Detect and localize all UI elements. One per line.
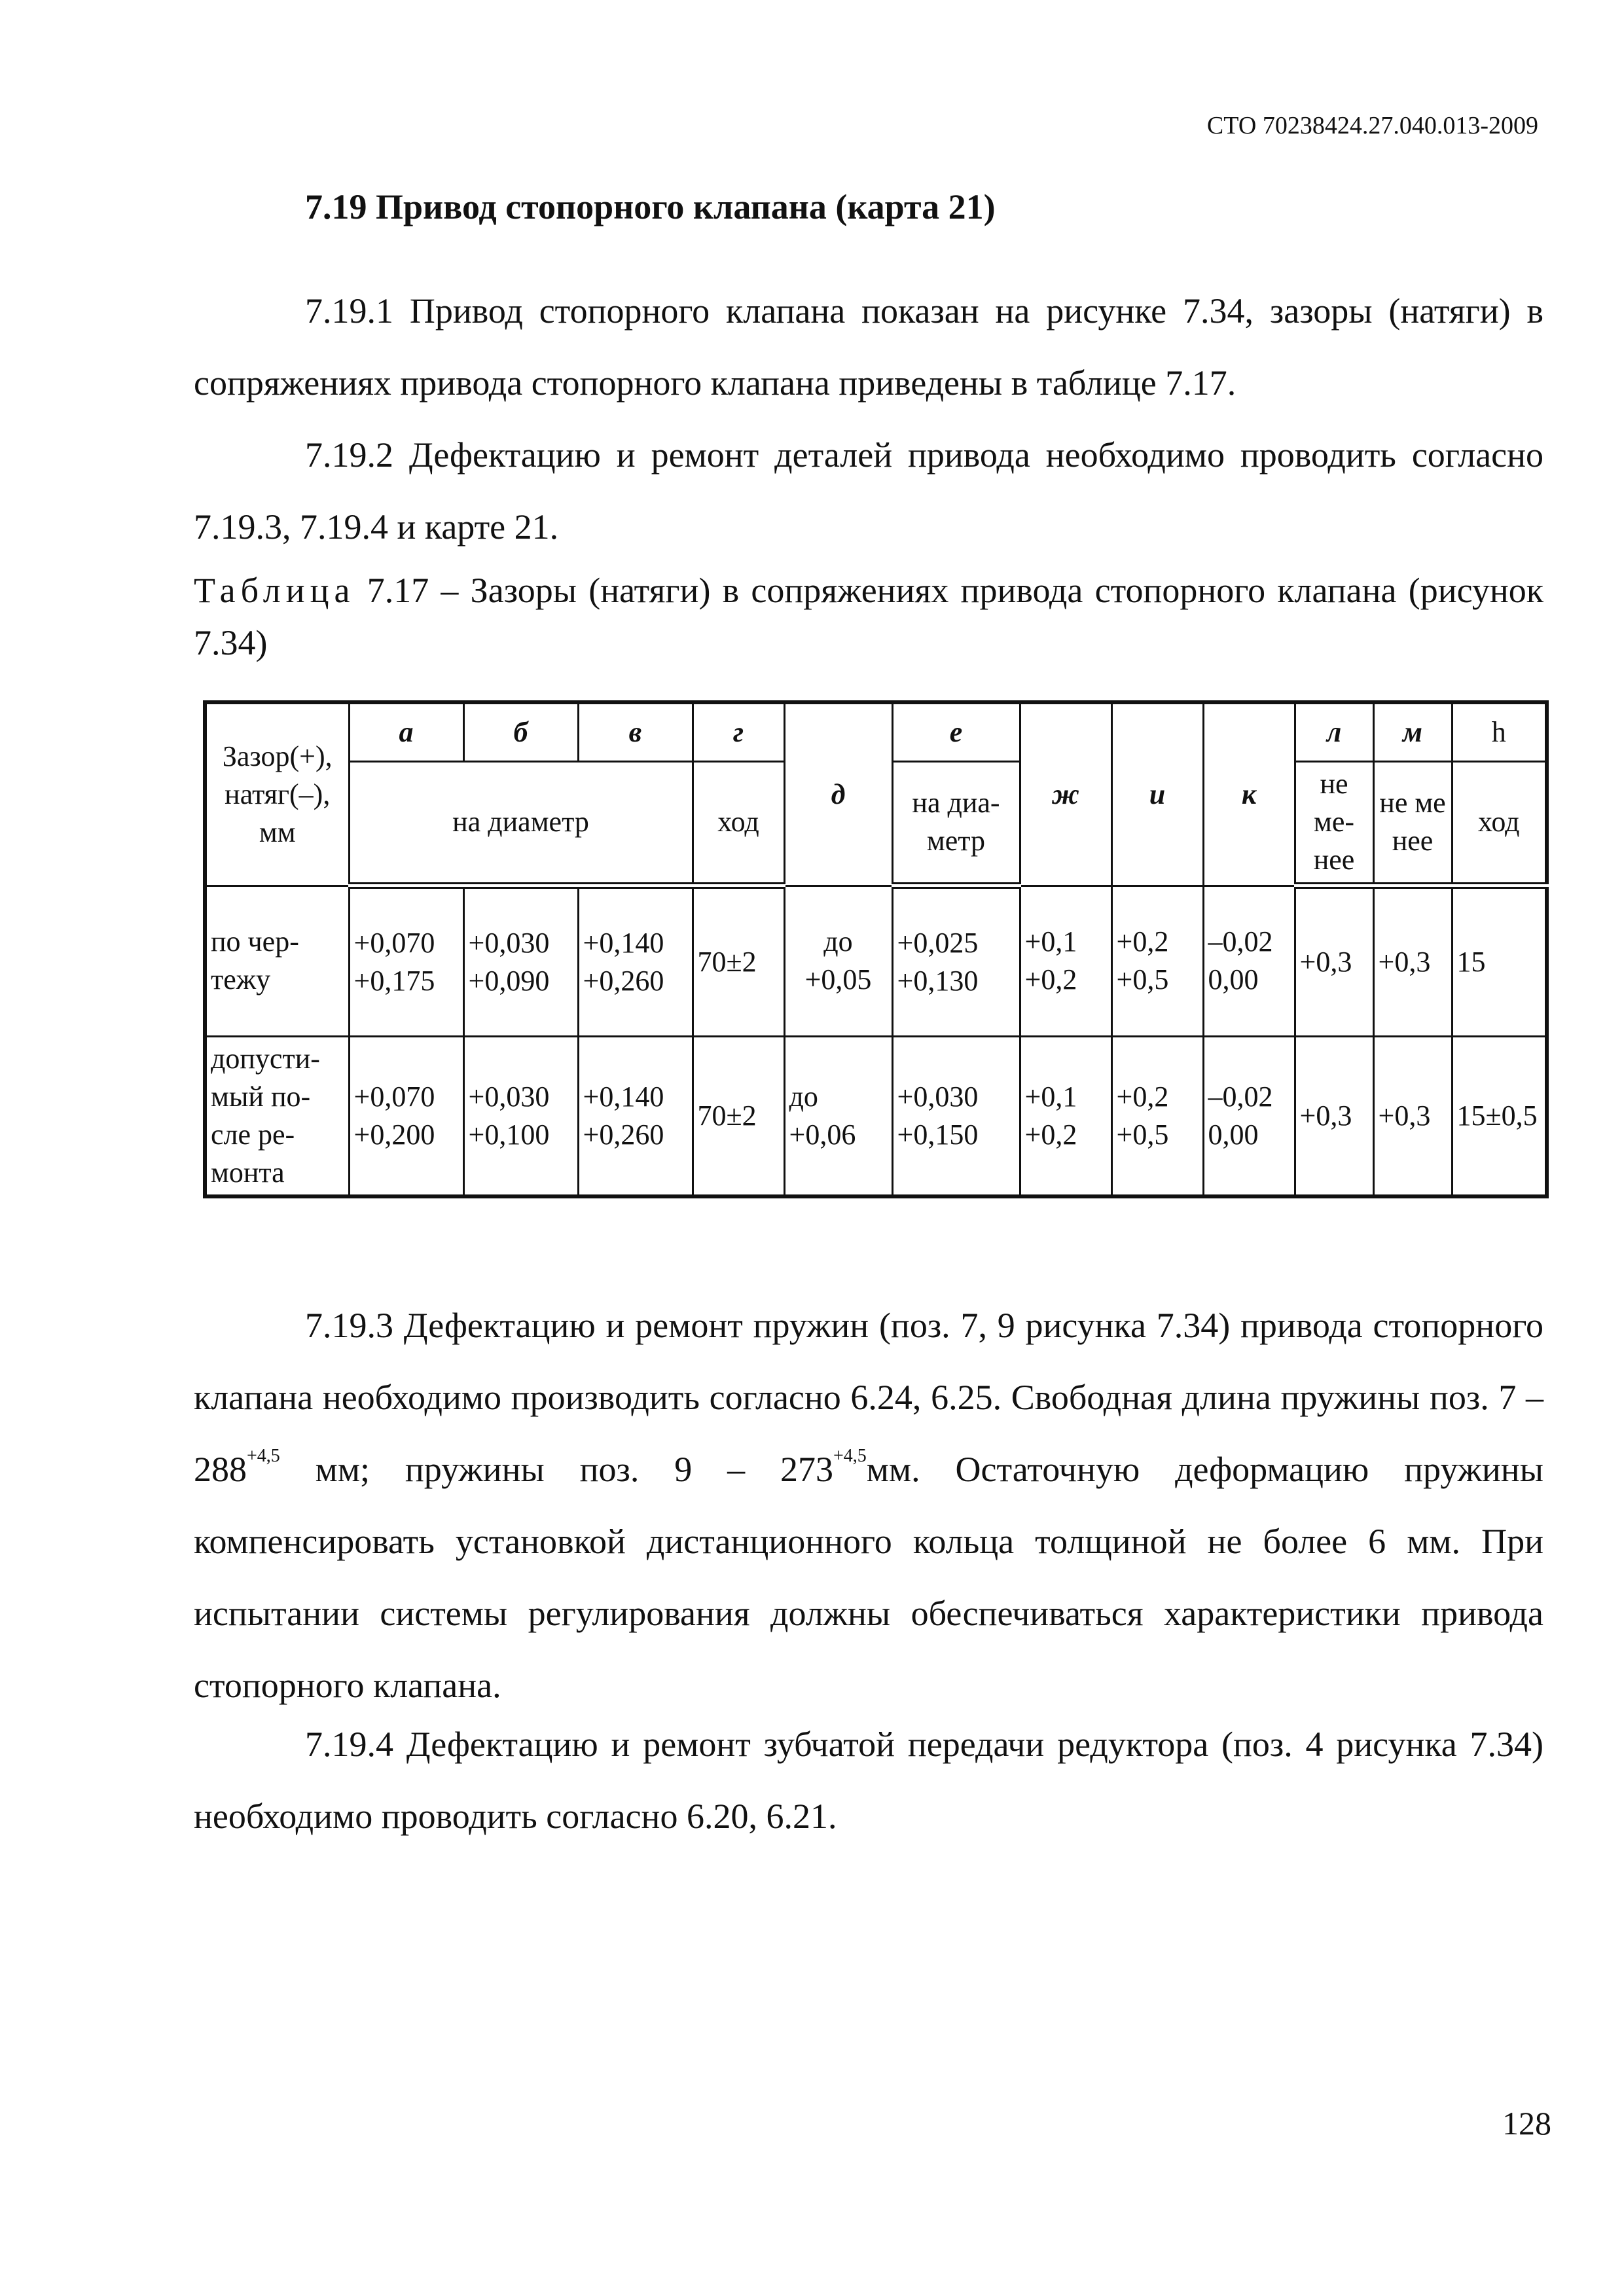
p3-superscript-1: +4,5: [247, 1446, 280, 1466]
cell-d: [784, 1036, 892, 1196]
col-letter-d: д: [784, 702, 892, 886]
cell-zh-lower: +0,2: [1024, 1118, 1077, 1151]
cell-i-upper: +0,2: [1116, 1080, 1169, 1113]
cell-k-upper: –0,02: [1208, 1080, 1273, 1113]
cell-d: [784, 886, 892, 1036]
cell-v-lower: +0,260: [583, 1118, 664, 1151]
cell-i-lower: +0,5: [1116, 1118, 1169, 1151]
cell-h: 15±0,5: [1452, 1036, 1547, 1196]
cell-d-lower: +0,06: [789, 1118, 856, 1151]
cell-e-lower: +0,150: [897, 1118, 979, 1151]
subheader-ne-menee-l: не ме-нее: [1295, 761, 1373, 886]
table-corner-cell: Зазор(+), натяг(–), мм: [205, 702, 349, 886]
cell-zh-upper: +0,1: [1024, 1080, 1077, 1113]
section-title: 7.19 Привод стопорного клапана (карта 21): [305, 187, 996, 226]
cell-i: [1111, 1036, 1203, 1196]
row-label-posle-remonta: допусти-мый по-сле ре-монта: [205, 1036, 349, 1196]
cell-e: [892, 1036, 1020, 1196]
table-caption-label: Таблица: [194, 571, 355, 610]
cell-i-upper: +0,2: [1116, 925, 1169, 958]
cell-l: +0,3: [1295, 886, 1373, 1036]
cell-a-lower: +0,200: [353, 1118, 435, 1151]
cell-v-upper: +0,140: [583, 1080, 664, 1113]
cell-zh: [1020, 1036, 1111, 1196]
cell-k-lower: 0,00: [1208, 963, 1259, 996]
page-number: 128: [1502, 2105, 1551, 2142]
cell-d-lower: +0,05: [804, 963, 872, 996]
col-letter-zh: ж: [1020, 702, 1111, 886]
cell-zh: [1020, 886, 1111, 1036]
col-letter-h: h: [1452, 702, 1547, 761]
subheader-ne-menee-m: не ме нее: [1373, 761, 1452, 886]
cell-g: 70±2: [693, 886, 784, 1036]
cell-g: 70±2: [693, 1036, 784, 1196]
cell-e-lower: +0,130: [897, 964, 979, 997]
cell-l: +0,3: [1295, 1036, 1373, 1196]
table-row: [205, 886, 1547, 1036]
table-caption: [194, 564, 1543, 669]
cell-v-upper: +0,140: [583, 926, 664, 959]
table-caption-text: 7.17 – Зазоры (натяги) в сопряжениях привода стопорного клапана (рисунок 7.34): [194, 571, 1543, 662]
p3-text-2: мм; пружины поз. 9 – 273: [280, 1450, 833, 1489]
subheader-na-diametr: на диаметр: [349, 761, 693, 886]
col-letter-k: к: [1203, 702, 1295, 886]
cell-v: [578, 1036, 693, 1196]
col-letter-i: и: [1111, 702, 1203, 886]
document-code: СТО 70238424.27.040.013-2009: [1206, 112, 1538, 139]
cell-a: [349, 1036, 463, 1196]
table-row: [205, 1036, 1547, 1196]
col-letter-a: а: [349, 702, 463, 761]
subheader-na-diametr-e: на диа-метр: [892, 761, 1020, 886]
cell-k: [1203, 886, 1295, 1036]
p3-text-1: 7.19.3 Дефектацию и ремонт пружин (поз. 7, 9 рисунка 7.34) привода стопорного клапана необходимо производить согласно 6.24, 6.25. Свободная длина пружины поз. 7 – 288: [194, 1306, 1543, 1489]
cell-b-upper: +0,030: [468, 926, 550, 959]
subheader-hod-g: ход: [693, 761, 784, 886]
cell-e: [892, 886, 1020, 1036]
cell-b-lower: +0,090: [468, 964, 550, 997]
cell-k-lower: 0,00: [1208, 1118, 1259, 1151]
clearance-table: [203, 700, 1549, 1198]
cell-v: [578, 886, 693, 1036]
cell-i-lower: +0,5: [1116, 963, 1169, 996]
col-letter-b: б: [463, 702, 578, 761]
cell-b-upper: +0,030: [468, 1080, 550, 1113]
cell-m: +0,3: [1373, 1036, 1452, 1196]
cell-d-upper: до: [789, 1080, 818, 1113]
col-letter-v: в: [578, 702, 693, 761]
cell-b-lower: +0,100: [468, 1118, 550, 1151]
cell-zh-lower: +0,2: [1024, 963, 1077, 996]
cell-v-lower: +0,260: [583, 964, 664, 997]
col-letter-g: г: [693, 702, 784, 761]
cell-a-lower: +0,175: [353, 964, 435, 997]
table-header-row-letters: [205, 702, 1547, 761]
paragraph-7-19-1: 7.19.1 Привод стопорного клапана показан на рисунке 7.34, зазоры (натяги) в сопряжениях привода стопорного клапана приведены в таблице 7.17.: [194, 291, 1543, 403]
cell-k-upper: –0,02: [1208, 925, 1273, 958]
cell-h: 15: [1452, 886, 1547, 1036]
cell-e-upper: +0,030: [897, 1080, 979, 1113]
cell-i: [1111, 886, 1203, 1036]
cell-d-upper: до: [823, 925, 853, 958]
cell-a-upper: +0,070: [353, 1080, 435, 1113]
col-letter-l: л: [1295, 702, 1373, 761]
cell-b: [463, 886, 578, 1036]
p3-text-3: мм. Остаточную деформацию пружины компенсировать установкой дистанционного кольца толщиной не более 6 мм. При испытании системы регулирования должны обеспечиваться характеристики привода стопорного клапана.: [194, 1450, 1543, 1705]
paragraph-7-19-2: 7.19.2 Дефектацию и ремонт деталей привода необходимо проводить согласно 7.19.3, 7.19.4 и карте 21.: [194, 435, 1543, 547]
subheader-hod-h: ход: [1452, 761, 1547, 886]
p3-superscript-2: +4,5: [833, 1446, 867, 1466]
paragraph-7-19-3: [194, 1289, 1543, 1721]
cell-a-upper: +0,070: [353, 926, 435, 959]
cell-zh-upper: +0,1: [1024, 925, 1077, 958]
paragraph-7-19-4: 7.19.4 Дефектацию и ремонт зубчатой передачи редуктора (поз. 4 рисунка 7.34) необходимо проводить согласно 6.20, 6.21.: [194, 1725, 1543, 1836]
cell-e-upper: +0,025: [897, 926, 979, 959]
cell-a: [349, 886, 463, 1036]
cell-k: [1203, 1036, 1295, 1196]
col-letter-e: е: [892, 702, 1020, 761]
cell-b: [463, 1036, 578, 1196]
row-label-po-chertezhu: по чер-тежу: [205, 886, 349, 1036]
cell-m: +0,3: [1373, 886, 1452, 1036]
col-letter-m: м: [1373, 702, 1452, 761]
